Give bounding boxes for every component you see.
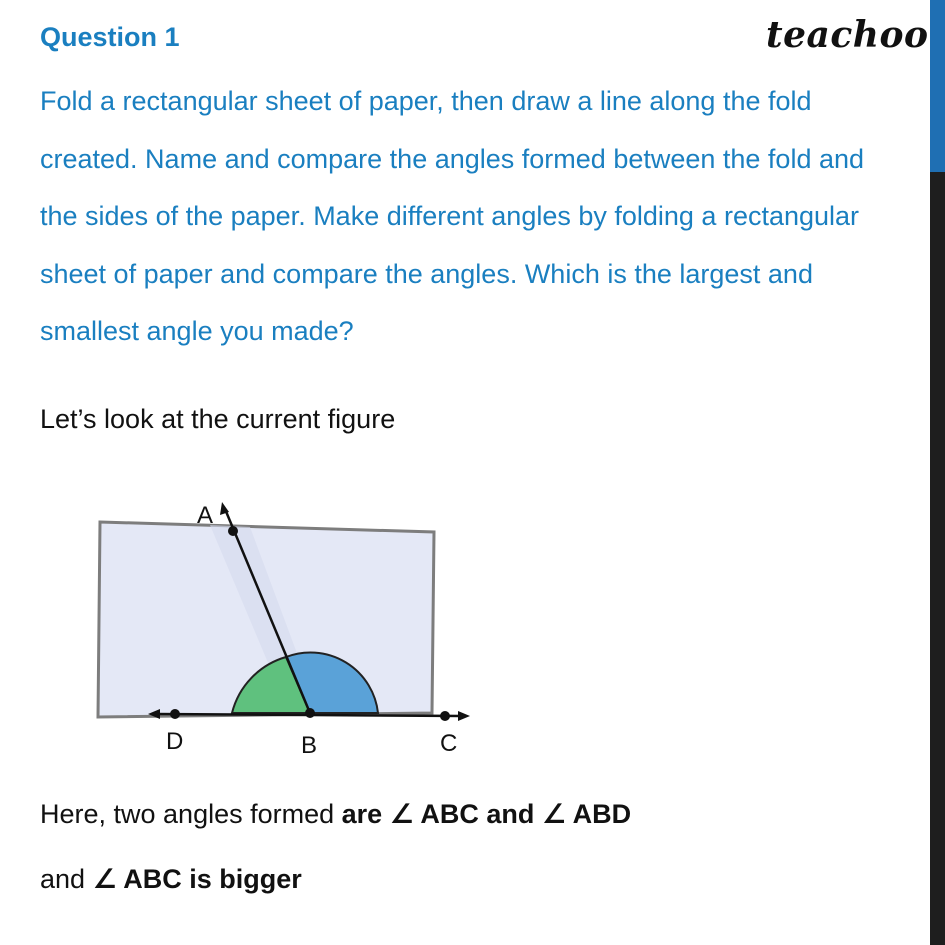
conclusion-line-2-prefix: and (40, 864, 93, 894)
label-a: A (197, 502, 214, 529)
conclusion-line-1 (40, 799, 631, 830)
conclusion-line-2-bold: ∠ ABC is bigger (92, 864, 302, 894)
folded-paper-figure (90, 495, 490, 770)
point-a (228, 526, 238, 536)
label-c: C (440, 730, 458, 757)
scrollbar-thumb[interactable] (930, 0, 945, 172)
label-b: B (301, 732, 318, 759)
question-text: Fold a rectangular sheet of paper, then draw a line along the fold created. Name and compare the angles formed between the fold and the sides of the paper. Make different angles by folding a rectangular sheet of paper and compare the angles. Which is the largest and smallest angle you made? (40, 86, 865, 346)
point-c (440, 711, 450, 721)
label-d: D (166, 728, 184, 755)
conclusion-line-2 (40, 864, 302, 895)
intro-text: Let’s look at the current figure (40, 404, 396, 434)
conclusion-line-1-bold: are ∠ ABC and ∠ ABD (341, 799, 632, 829)
point-d (170, 709, 180, 719)
scrollbar[interactable] (930, 0, 945, 945)
arrow-c (458, 711, 470, 721)
conclusion-line-1-prefix: Here, two angles formed (40, 799, 342, 829)
question-title: Question 1 (40, 22, 180, 52)
point-b (305, 708, 315, 718)
teachoo-logo: teachoo (766, 14, 929, 56)
